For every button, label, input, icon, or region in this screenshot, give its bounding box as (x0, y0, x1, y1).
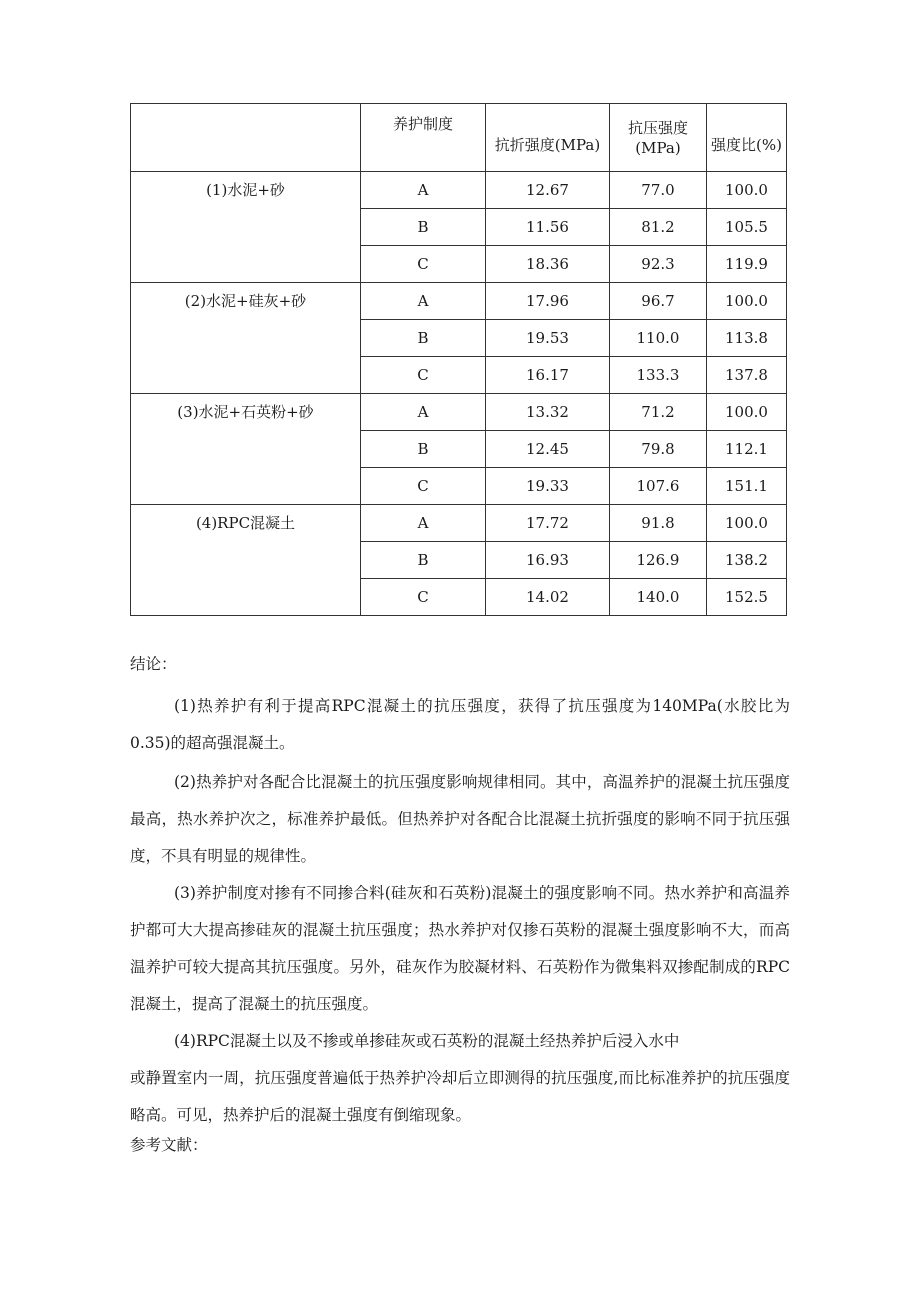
cell-compressive: 107.6 (610, 468, 707, 505)
cell-compressive: 126.9 (610, 542, 707, 579)
cell-curing: B (361, 320, 486, 357)
cell-compressive: 110.0 (610, 320, 707, 357)
cell-ratio: 113.8 (707, 320, 787, 357)
conclusion-heading: 结论： (130, 655, 177, 673)
cell-ratio: 100.0 (707, 394, 787, 431)
header-compressive-strength: 抗压强度(MPa) (610, 104, 707, 172)
group-label: (4)RPC混凝土 (131, 505, 361, 616)
cell-ratio: 119.9 (707, 246, 787, 283)
cell-compressive: 140.0 (610, 579, 707, 616)
table-body (131, 172, 787, 616)
table-row (131, 283, 787, 320)
cell-ratio: 152.5 (707, 579, 787, 616)
cell-compressive: 77.0 (610, 172, 707, 209)
cell-flexural: 17.72 (486, 505, 610, 542)
conclusion-item-3: (3)养护制度对掺有不同掺合料(硅灰和石英粉)混凝土的强度影响不同。热水养护和高温养护都可大大提高掺硅灰的混凝土抗压强度；热水养护对仅掺石英粉的混凝土强度影响不大，而高温养护可较大提高其抗压强度。另外，硅灰作为胶凝材料、石英粉作为微集料双掺配制成的RPC混凝土，提高了混凝土的抗压强度。 (130, 884, 790, 1013)
cell-curing: A (361, 283, 486, 320)
cell-flexural: 16.93 (486, 542, 610, 579)
cell-compressive: 133.3 (610, 357, 707, 394)
cell-flexural: 16.17 (486, 357, 610, 394)
strength-table (130, 103, 787, 616)
cell-compressive: 91.8 (610, 505, 707, 542)
group-label: (3)水泥+石英粉+砂 (131, 394, 361, 505)
header-blank (131, 104, 361, 172)
cell-compressive: 79.8 (610, 431, 707, 468)
conclusion-item-2: (2)热养护对各配合比混凝土的抗压强度影响规律相同。其中，高温养护的混凝土抗压强度最高，热水养护次之，标准养护最低。但热养护对各配合比混凝土抗折强度的影响不同于抗压强度，不具有明显的规律性。 (130, 773, 790, 865)
cell-ratio: 100.0 (707, 172, 787, 209)
cell-ratio: 105.5 (707, 209, 787, 246)
cell-curing: B (361, 431, 486, 468)
conclusion-item-4: (4)RPC混凝土以及不掺或单掺硅灰或石英粉的混凝土经热养护后浸入水中 (174, 1032, 680, 1050)
references-heading: 参考文献： (130, 1136, 208, 1154)
table-row (131, 172, 787, 209)
header-flexural-strength: 抗折强度(MPa) (486, 104, 610, 172)
cell-curing: A (361, 505, 486, 542)
cell-flexural: 19.33 (486, 468, 610, 505)
cell-ratio: 151.1 (707, 468, 787, 505)
cell-flexural: 18.36 (486, 246, 610, 283)
cell-ratio: 112.1 (707, 431, 787, 468)
cell-ratio: 100.0 (707, 505, 787, 542)
cell-ratio: 137.8 (707, 357, 787, 394)
table-row (131, 505, 787, 542)
cell-flexural: 19.53 (486, 320, 610, 357)
cell-flexural: 13.32 (486, 394, 610, 431)
cell-flexural: 12.45 (486, 431, 610, 468)
cell-curing: B (361, 542, 486, 579)
cell-compressive: 92.3 (610, 246, 707, 283)
cell-curing: C (361, 579, 486, 616)
cell-ratio: 138.2 (707, 542, 787, 579)
header-curing: 养护制度 (361, 104, 486, 172)
conclusion-item-4-continued: 或静置室内一周，抗压强度普遍低于热养护冷却后立即测得的抗压强度,而比标准养护的抗压强度略高。可见，热养护后的混凝土强度有倒缩现象。 (130, 1069, 790, 1124)
cell-compressive: 81.2 (610, 209, 707, 246)
table-row (131, 394, 787, 431)
cell-flexural: 11.56 (486, 209, 610, 246)
cell-compressive: 71.2 (610, 394, 707, 431)
cell-curing: C (361, 468, 486, 505)
header-strength-ratio: 强度比(%) (707, 104, 787, 172)
table-header-row (131, 104, 787, 172)
cell-compressive: 96.7 (610, 283, 707, 320)
cell-flexural: 14.02 (486, 579, 610, 616)
cell-curing: C (361, 357, 486, 394)
conclusion-item-1: (1)热养护有利于提高RPC混凝土的抗压强度，获得了抗压强度为140MPa(水胶比为0.35)的超高强混凝土。 (130, 697, 790, 752)
cell-curing: A (361, 394, 486, 431)
cell-curing: C (361, 246, 486, 283)
cell-ratio: 100.0 (707, 283, 787, 320)
group-label: (1)水泥+砂 (131, 172, 361, 283)
cell-curing: B (361, 209, 486, 246)
cell-flexural: 17.96 (486, 283, 610, 320)
group-label: (2)水泥+硅灰+砂 (131, 283, 361, 394)
cell-curing: A (361, 172, 486, 209)
cell-flexural: 12.67 (486, 172, 610, 209)
